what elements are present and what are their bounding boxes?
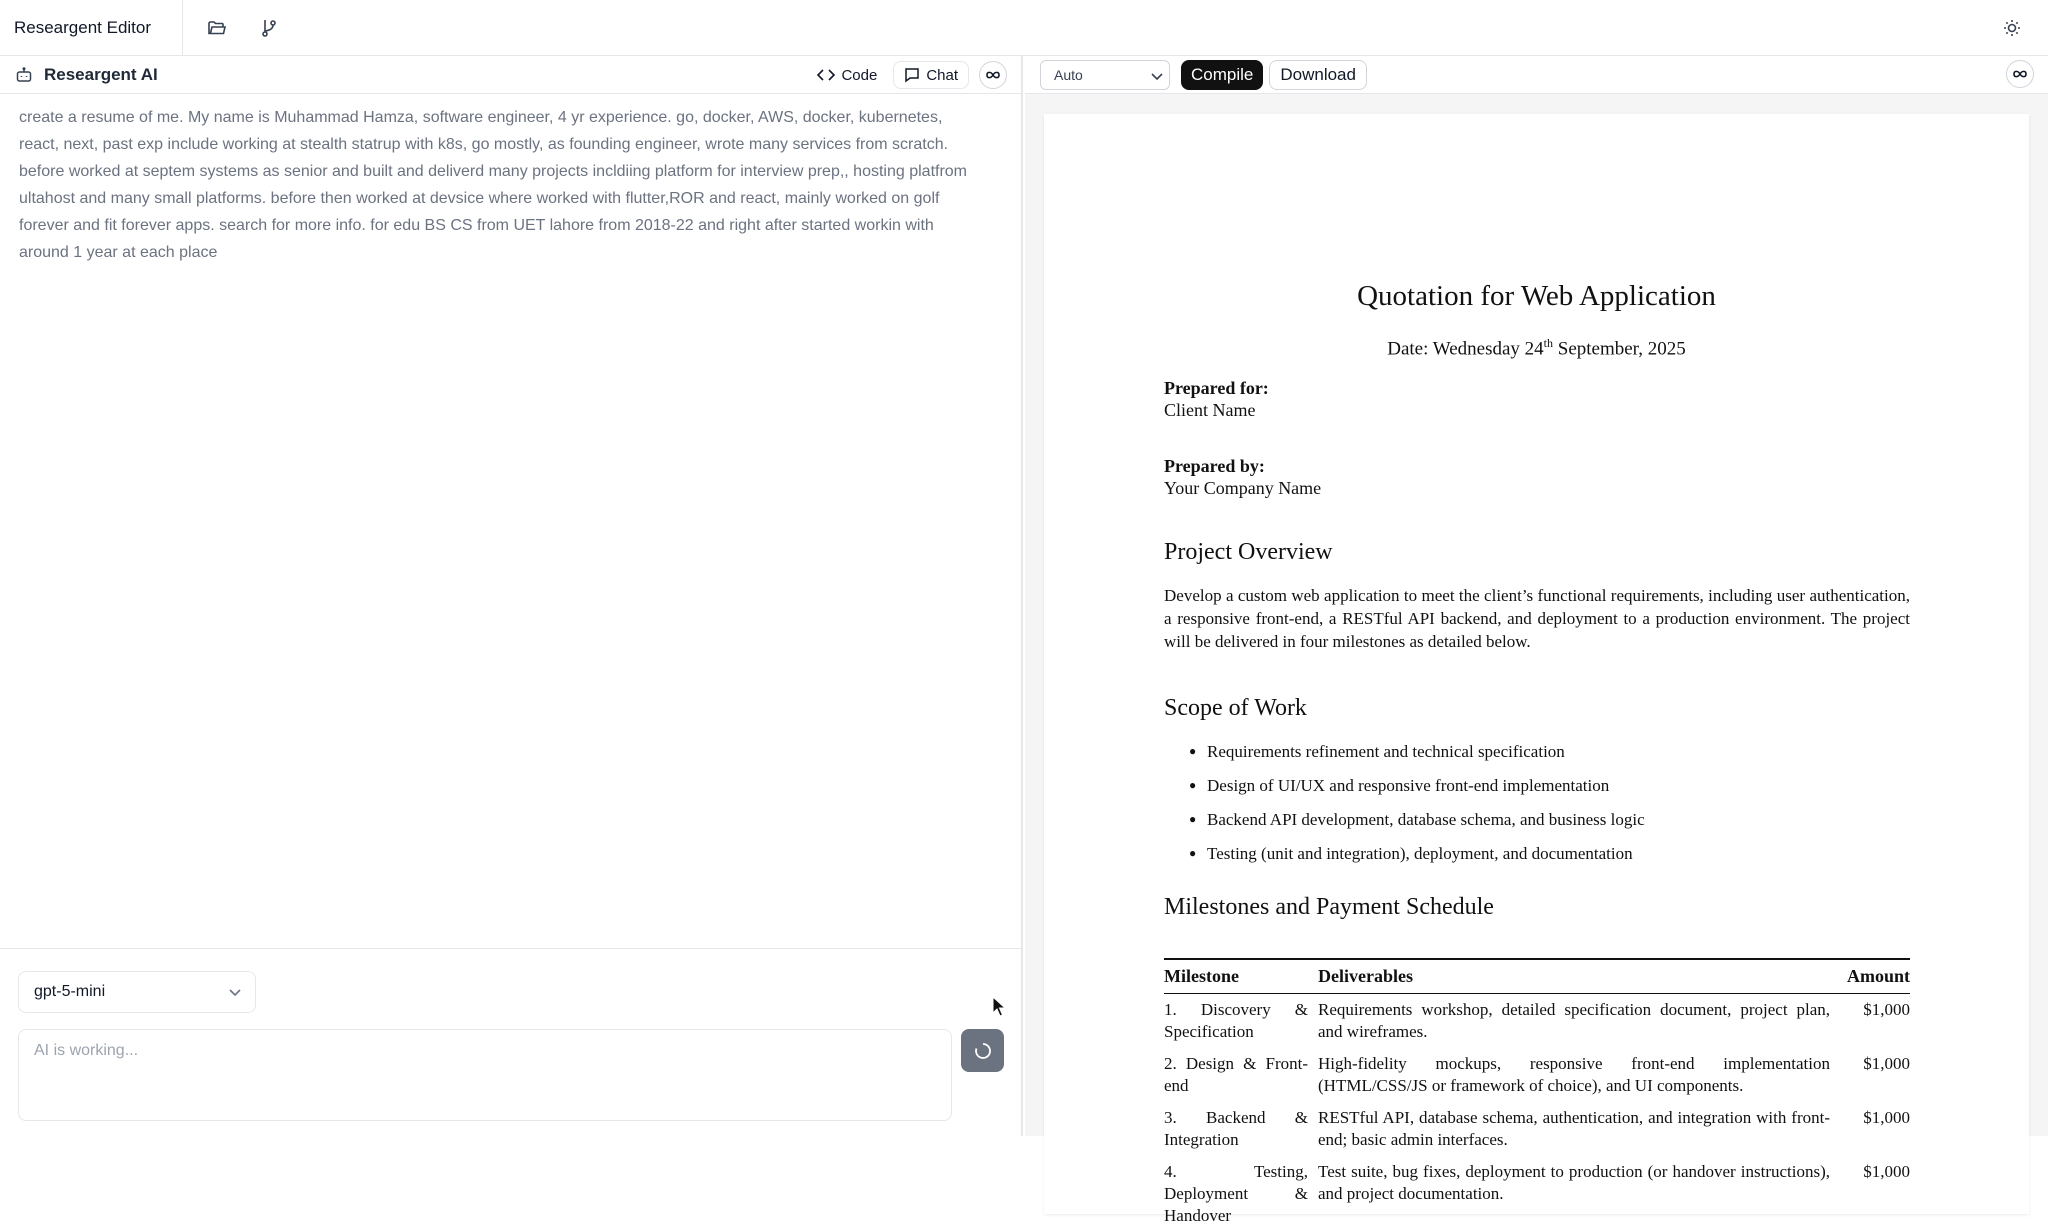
tab-chat[interactable] (893, 61, 969, 89)
pdf-preview-page (1044, 114, 2029, 1225)
chevron-down-icon (1151, 68, 1163, 84)
cell-amount: $1,000 (1863, 1054, 1910, 1073)
scope-item: ● Testing (unit and integration), deployment, and documentation (1189, 842, 1645, 876)
table-row (1164, 994, 1910, 1048)
tab-code-label: Code (841, 66, 878, 84)
user-prompt-message: create a resume of me. My name is Muhammad Hamza, software engineer, 4 yr experience. go, docker, AWS, docker, kubernetes, react, next, past exp include working at stealth statrup with k8s, go mostly, as founding engineer, wrote many services from scratch. before worked at septem systems as senior and built and deliverd many projects incldiing platform for interview prep,, hosting platfrom ultahost and many small platforms. before then worked at devsice where worked with flutter,ROR and react, mainly worked on golf forever and fit forever apps. search for more info. for edu BS CS from UET lahore from 2018-22 and right after started workin with around 1 year at each place (19, 109, 968, 261)
prepared-for-value: Client Name (1164, 400, 1256, 420)
cell-milestone: 4. Testing, Deployment & Handover (1164, 1162, 1308, 1225)
scope-heading: Scope of Work (1164, 695, 1307, 721)
prepared-by-value: Your Company Name (1164, 478, 1322, 498)
overview-heading: Project Overview (1164, 539, 1333, 565)
code-icon (817, 69, 835, 81)
overview-paragraph: Develop a custom web application to meet the client’s functional requirements, including user authentication, a responsive front-end, a RESTful API backend, and deployment to a production environment. The project will be delivered in four milestones as detailed below. (1164, 586, 1910, 651)
folder-icon[interactable] (199, 10, 235, 46)
bot-icon (14, 65, 34, 85)
prepared-by-label: Prepared by: (1164, 456, 1265, 476)
cell-milestone: 2. Design & Front-end (1164, 1054, 1308, 1095)
compile-mode-value: Auto (1054, 66, 1083, 83)
cell-deliverables: RESTful API, database schema, authentication, and integration with front-end; basic admin interfaces. (1318, 1108, 1830, 1149)
sun-icon[interactable] (1994, 10, 2030, 46)
app-title: Researgent Editor (0, 0, 183, 56)
chat-input[interactable] (18, 1029, 952, 1121)
col-amount-header: Amount (1846, 966, 1910, 986)
loading-spinner-button[interactable] (961, 1029, 1004, 1072)
spinner-icon (974, 1042, 992, 1060)
cell-amount: $1,000 (1863, 1108, 1910, 1127)
table-header (1164, 960, 1910, 994)
cell-deliverables: High-fidelity mockups, responsive front-end implementation (HTML/CSS/JS or framework of choice), and UI components. (1318, 1054, 1830, 1095)
ai-panel-title: Researgent AI (44, 64, 158, 84)
scope-item: ● Requirements refinement and technical specification (1189, 740, 1645, 774)
milestones-heading: Milestones and Payment Schedule (1164, 894, 1494, 920)
cell-deliverables: Requirements workshop, detailed specification document, project plan, and wireframes. (1318, 1000, 1830, 1041)
mouse-cursor-icon (992, 996, 1008, 1018)
prepared-for-label: Prepared for: (1164, 378, 1269, 398)
preview-panel (1025, 56, 2048, 1225)
infinity-icon[interactable] (2006, 60, 2034, 88)
download-button[interactable]: Download (1269, 60, 1367, 90)
cell-milestone: 1. Discovery & Specification (1164, 1000, 1308, 1041)
chevron-down-icon (229, 984, 241, 1002)
cell-amount: $1,000 (1863, 1162, 1910, 1181)
col-milestone-header: Milestone (1164, 966, 1239, 986)
cell-milestone: 3. Backend & Integration (1164, 1108, 1308, 1149)
compile-button[interactable]: Compile (1181, 60, 1263, 90)
ai-panel-header (0, 56, 1021, 94)
scope-item: ● Design of UI/UX and responsive front-end implementation (1189, 774, 1645, 808)
cell-amount: $1,000 (1863, 1000, 1910, 1019)
cell-deliverables: Test suite, bug fixes, deployment to production (or handover instructions), and project documentation. (1318, 1162, 1830, 1203)
view-tabs (807, 61, 1007, 89)
infinity-icon[interactable] (979, 61, 1007, 89)
tab-chat-label: Chat (926, 66, 958, 84)
doc-date: Date: Wednesday 24th September, 2025 (1387, 336, 1686, 360)
table-row (1164, 1102, 1910, 1156)
doc-title: Quotation for Web Application (1357, 280, 1716, 312)
table-row (1164, 1048, 1910, 1102)
preview-toolbar (1025, 56, 2048, 94)
chat-composer (0, 948, 1021, 1136)
model-select[interactable] (18, 971, 256, 1013)
scope-item: ● Backend API development, database schema, and business logic (1189, 808, 1645, 842)
compile-mode-select[interactable] (1040, 60, 1170, 90)
table-row (1164, 1156, 1910, 1225)
tab-code[interactable] (807, 61, 887, 89)
col-deliverables-header: Deliverables (1318, 966, 1413, 986)
top-bar (0, 0, 2048, 56)
ai-panel (0, 56, 1023, 1136)
scope-list (1189, 740, 1645, 876)
chat-bubble-icon (904, 67, 920, 83)
milestones-table (1164, 958, 1910, 1225)
model-select-value: gpt-5-mini (34, 983, 106, 1000)
git-branch-icon[interactable] (251, 10, 287, 46)
